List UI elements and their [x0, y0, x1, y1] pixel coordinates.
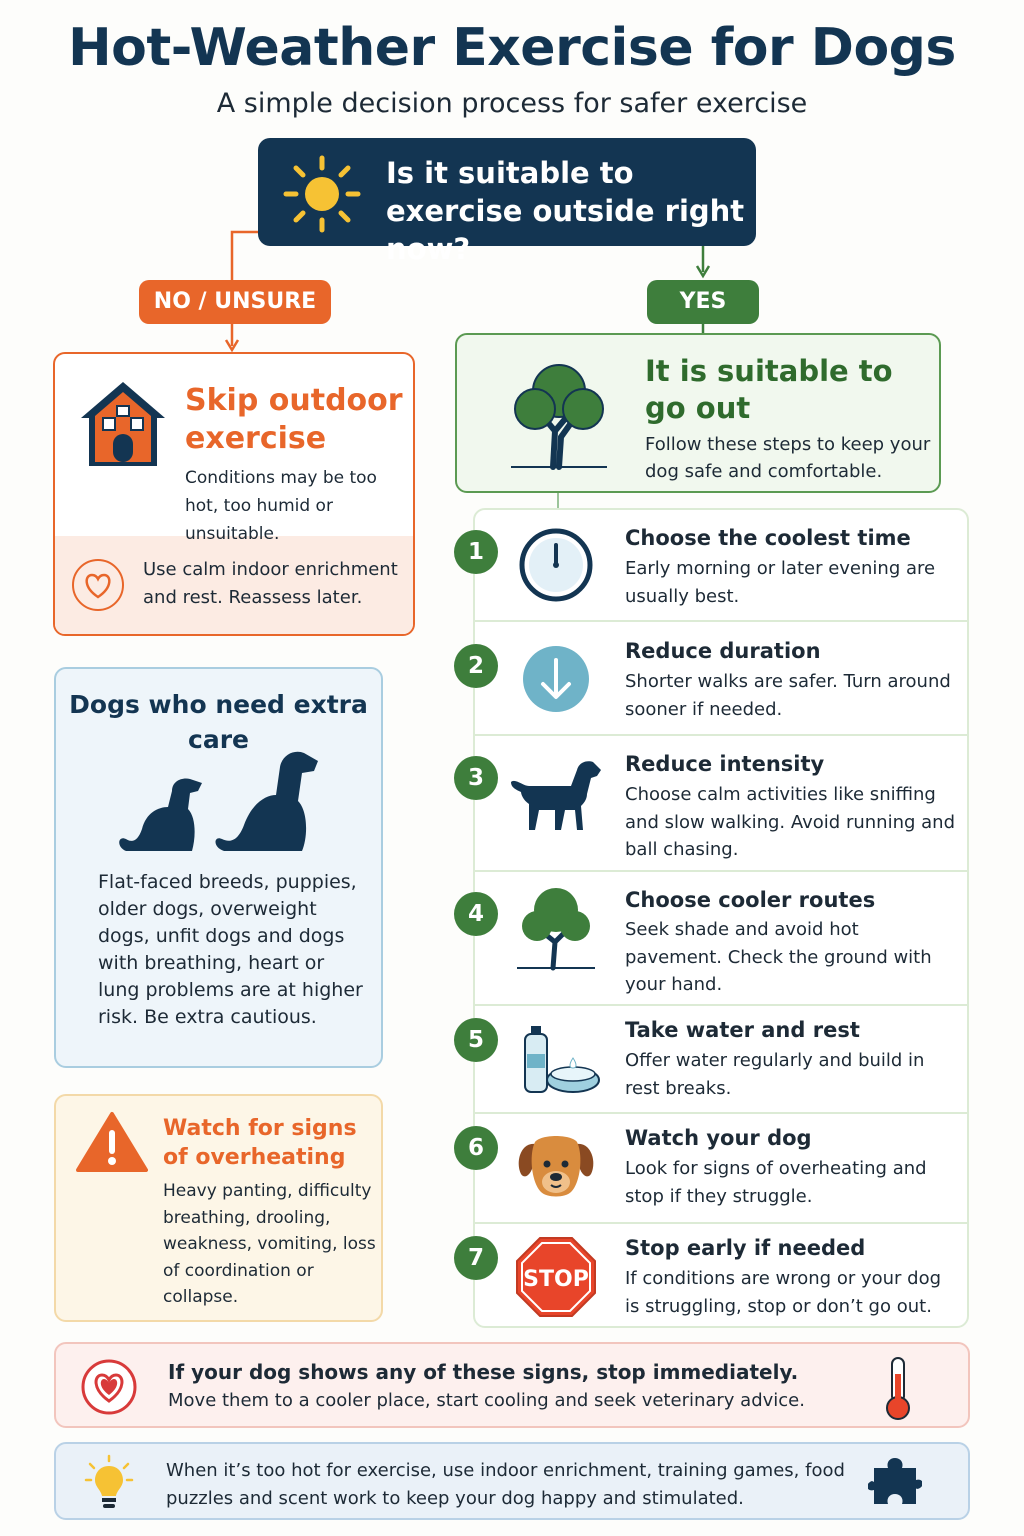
extra-care-card: [54, 667, 383, 1068]
suitable-text: Follow these steps to keep your dog safe and comfortable.: [645, 434, 931, 482]
question-text: Is it suitable to exercise outside right now?: [386, 156, 745, 266]
heart-icon: [71, 558, 125, 612]
step-title: Reduce intensity: [625, 752, 825, 776]
extra-care-heading: Dogs who need extra care: [69, 690, 368, 754]
page-subtitle: A simple decision process for safer exercise: [216, 88, 808, 119]
step-number: 6: [454, 1126, 498, 1170]
steps-list: [467, 508, 969, 1328]
step-title: Choose cooler routes: [625, 888, 876, 912]
tip-text: When it’s too hot for exercise, use indoor enrichment, training games, food puzzles and scent work to keep your dog happy and stimulated.: [166, 1460, 845, 1509]
stop-sign-icon: [511, 1232, 601, 1322]
clock-icon: [511, 520, 601, 610]
stop-sign-text: STOP: [523, 1267, 589, 1292]
water-icon: [511, 1014, 601, 1104]
dog-face-icon: [511, 1122, 601, 1212]
step-3: [467, 736, 967, 872]
step-6: [467, 1114, 967, 1224]
step-number: 4: [454, 892, 498, 936]
step-title: Choose the coolest time: [625, 526, 911, 550]
step-title: Reduce duration: [625, 639, 821, 663]
step-number: 3: [454, 756, 498, 800]
step-title: Stop early if needed: [625, 1236, 866, 1260]
step-text: Choose calm activities like sniffing and slow walking. Avoid running and ball chasing.: [625, 784, 955, 860]
step-5: [467, 1006, 967, 1114]
step-number: 2: [454, 644, 498, 688]
alert-box: [54, 1342, 970, 1428]
sun-icon: [280, 152, 364, 236]
skip-tip: Use calm indoor enrichment and rest. Reassess later.: [143, 559, 398, 608]
overheating-card: [54, 1094, 383, 1322]
tree-icon: [511, 882, 601, 972]
heart-icon: [80, 1358, 138, 1416]
down-arrow-icon: [511, 634, 601, 724]
step-text: Shorter walks are safer. Turn around sooner if needed.: [625, 671, 951, 720]
overheating-text: Heavy panting, difficulty breathing, drooling, weakness, vomiting, loss of coordination or collapse.: [163, 1181, 376, 1307]
step-title: Watch your dog: [625, 1126, 812, 1150]
question-box: [258, 138, 756, 266]
overheating-heading: Watch for signs of overheating: [163, 1116, 357, 1170]
step-text: If conditions are wrong or your dog is struggling, stop or don’t go out.: [625, 1268, 942, 1317]
step-number: 5: [454, 1018, 498, 1062]
step-number: 1: [454, 530, 498, 574]
step-title: Take water and rest: [625, 1018, 860, 1042]
skip-exercise-card: [53, 352, 415, 636]
tip-box: [54, 1442, 970, 1520]
suitable-heading: It is suitable to go out: [645, 354, 893, 425]
house-icon: [75, 374, 171, 470]
alert-text: Move them to a cooler place, start cooling and seek veterinary advice.: [168, 1390, 805, 1411]
suitable-card: [455, 333, 941, 493]
dogs-icon: [112, 747, 332, 855]
skip-heading: Skip outdoor exercise: [185, 383, 403, 456]
extra-care-text: Flat-faced breeds, puppies, older dogs, overweight dogs, unfit dogs and dogs with breathing, heart or lung problems are at higher risk. Be extra cautious.: [98, 871, 363, 1028]
step-text: Seek shade and avoid hot pavement. Check the ground with your hand.: [625, 919, 932, 995]
tree-icon: [505, 357, 613, 471]
dog-icon: [505, 748, 605, 838]
step-text: Look for signs of overheating and stop if they struggle.: [625, 1158, 927, 1207]
thermometer-icon: [876, 1354, 920, 1422]
alert-heading: If your dog shows any of these signs, stop immediately.: [168, 1360, 799, 1384]
step-4: [467, 872, 967, 1006]
step-text: Offer water regularly and build in rest breaks.: [625, 1050, 925, 1099]
yes-branch-label: YES: [647, 280, 759, 324]
step-text: Early morning or later evening are usually best.: [625, 558, 936, 607]
lightbulb-icon: [84, 1454, 134, 1512]
step-7: [467, 1224, 967, 1330]
skip-text: Conditions may be too hot, too humid or unsuitable.: [185, 468, 377, 544]
step-2: [467, 622, 967, 736]
no-branch-label: NO / UNSURE: [139, 280, 331, 324]
puzzle-icon: [868, 1458, 922, 1508]
warning-icon: [76, 1110, 148, 1174]
step-1: [467, 510, 967, 622]
page-title: Hot-Weather Exercise for Dogs: [68, 18, 956, 78]
step-number: 7: [454, 1236, 498, 1280]
